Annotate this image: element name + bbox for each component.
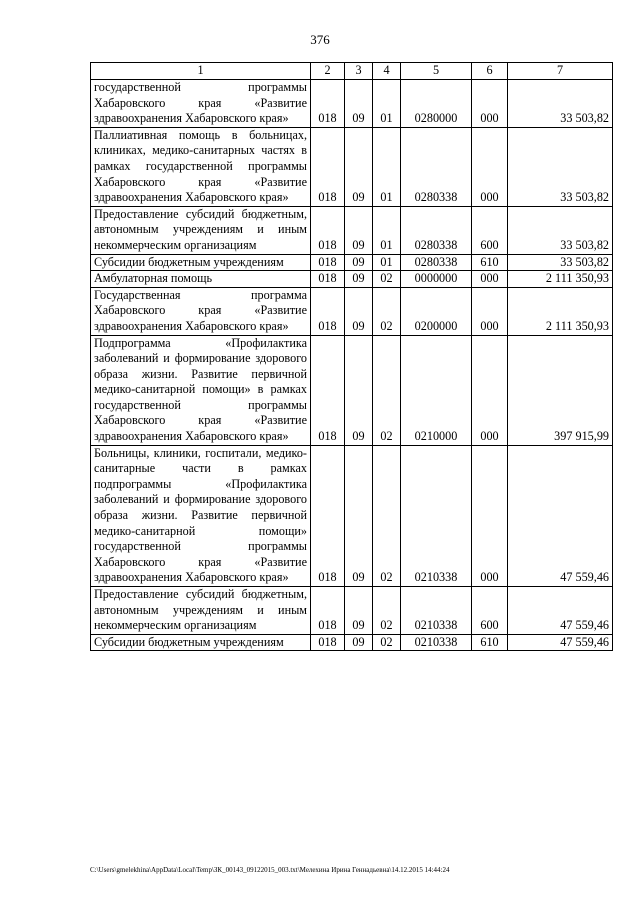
subsection-code: 01 — [373, 254, 401, 271]
expense-type-code: 600 — [472, 206, 508, 254]
item-name: Паллиативная помощь в больницах, клиниках, медико-санитарных частях в рамках государственной программы Хабаровского края «Развитие здравоохранения Хабаровского края» — [91, 127, 311, 206]
target-article-code: 0000000 — [401, 271, 472, 288]
amount: 47 559,46 — [508, 445, 613, 586]
target-article-code: 0200000 — [401, 287, 472, 335]
header-row — [91, 63, 613, 80]
expense-type-code: 000 — [472, 445, 508, 586]
table-row — [91, 634, 613, 651]
column-header: 5 — [401, 63, 472, 80]
ministry-code: 018 — [311, 287, 345, 335]
table-row — [91, 445, 613, 586]
ministry-code: 018 — [311, 127, 345, 206]
column-header: 2 — [311, 63, 345, 80]
subsection-code: 01 — [373, 127, 401, 206]
amount: 33 503,82 — [508, 254, 613, 271]
table-row — [91, 335, 613, 445]
budget-table — [90, 62, 613, 651]
table-row — [91, 287, 613, 335]
page-number: 376 — [310, 32, 330, 47]
target-article-code: 0280338 — [401, 206, 472, 254]
ministry-code: 018 — [311, 634, 345, 651]
amount: 47 559,46 — [508, 634, 613, 651]
ministry-code: 018 — [311, 254, 345, 271]
target-article-code: 0210000 — [401, 335, 472, 445]
ministry-code: 018 — [311, 271, 345, 288]
table-row — [91, 271, 613, 288]
section-code: 09 — [345, 445, 373, 586]
expense-type-code: 000 — [472, 271, 508, 288]
target-article-code: 0280338 — [401, 254, 472, 271]
item-name: Субсидии бюджетным учреждениям — [91, 634, 311, 651]
item-name: Больницы, клиники, госпитали, медико-санитарные части в рамках подпрограммы «Профилактика заболеваний и формирование здорового образа жизни. Развитие первичной медико-санитарной помощи» государственной программы Хабаровского края «Развитие здравоохранения Хабаровского края» — [91, 445, 311, 586]
section-code: 09 — [345, 271, 373, 288]
table-row — [91, 254, 613, 271]
target-article-code: 0210338 — [401, 445, 472, 586]
section-code: 09 — [345, 80, 373, 128]
column-header: 6 — [472, 63, 508, 80]
item-name: Предоставление субсидий бюджетным, автономным учреждениям и иным некоммерческим организациям — [91, 206, 311, 254]
section-code: 09 — [345, 634, 373, 651]
expense-type-code: 610 — [472, 634, 508, 651]
footer-file-path: C:\Users\gmelekhina\AppData\Local\Temp\ЗК_00143_09122015_003.txt\Мелехина Ирина Геннадьевна\14.12.2015 14:44:24 — [90, 866, 450, 874]
ministry-code: 018 — [311, 587, 345, 635]
subsection-code: 02 — [373, 634, 401, 651]
amount: 2 111 350,93 — [508, 287, 613, 335]
item-name: Субсидии бюджетным учреждениям — [91, 254, 311, 271]
subsection-code: 02 — [373, 271, 401, 288]
table-header — [91, 63, 613, 80]
item-name: Подпрограмма «Профилактика заболеваний и формирование здорового образа жизни. Развитие первичной медико-санитарной помощи» в рамках государственной программы Хабаровского края «Развитие здравоохранения Хабаровского края» — [91, 335, 311, 445]
column-header: 7 — [508, 63, 613, 80]
amount: 33 503,82 — [508, 127, 613, 206]
amount: 397 915,99 — [508, 335, 613, 445]
expense-type-code: 000 — [472, 127, 508, 206]
subsection-code: 02 — [373, 287, 401, 335]
expense-type-code: 000 — [472, 335, 508, 445]
table-row — [91, 206, 613, 254]
table-row — [91, 127, 613, 206]
ministry-code: 018 — [311, 335, 345, 445]
ministry-code: 018 — [311, 80, 345, 128]
amount: 2 111 350,93 — [508, 271, 613, 288]
item-name: Предоставление субсидий бюджетным, автономным учреждениям и иным некоммерческим организациям — [91, 587, 311, 635]
table-body — [91, 80, 613, 651]
section-code: 09 — [345, 335, 373, 445]
table-row — [91, 80, 613, 128]
item-name: Государственная программа Хабаровского края «Развитие здравоохранения Хабаровского края» — [91, 287, 311, 335]
column-header: 1 — [91, 63, 311, 80]
expense-type-code: 610 — [472, 254, 508, 271]
column-header: 4 — [373, 63, 401, 80]
subsection-code: 01 — [373, 80, 401, 128]
subsection-code: 01 — [373, 206, 401, 254]
target-article-code: 0210338 — [401, 587, 472, 635]
section-code: 09 — [345, 127, 373, 206]
item-name: Амбулаторная помощь — [91, 271, 311, 288]
section-code: 09 — [345, 206, 373, 254]
table-row — [91, 587, 613, 635]
ministry-code: 018 — [311, 445, 345, 586]
ministry-code: 018 — [311, 206, 345, 254]
subsection-code: 02 — [373, 335, 401, 445]
target-article-code: 0280000 — [401, 80, 472, 128]
section-code: 09 — [345, 287, 373, 335]
amount: 33 503,82 — [508, 80, 613, 128]
expense-type-code: 000 — [472, 287, 508, 335]
section-code: 09 — [345, 587, 373, 635]
expense-type-code: 000 — [472, 80, 508, 128]
subsection-code: 02 — [373, 587, 401, 635]
amount: 33 503,82 — [508, 206, 613, 254]
item-name: государственной программы Хабаровского края «Развитие здравоохранения Хабаровского края» — [91, 80, 311, 128]
expense-type-code: 600 — [472, 587, 508, 635]
target-article-code: 0210338 — [401, 634, 472, 651]
subsection-code: 02 — [373, 445, 401, 586]
column-header: 3 — [345, 63, 373, 80]
section-code: 09 — [345, 254, 373, 271]
target-article-code: 0280338 — [401, 127, 472, 206]
amount: 47 559,46 — [508, 587, 613, 635]
